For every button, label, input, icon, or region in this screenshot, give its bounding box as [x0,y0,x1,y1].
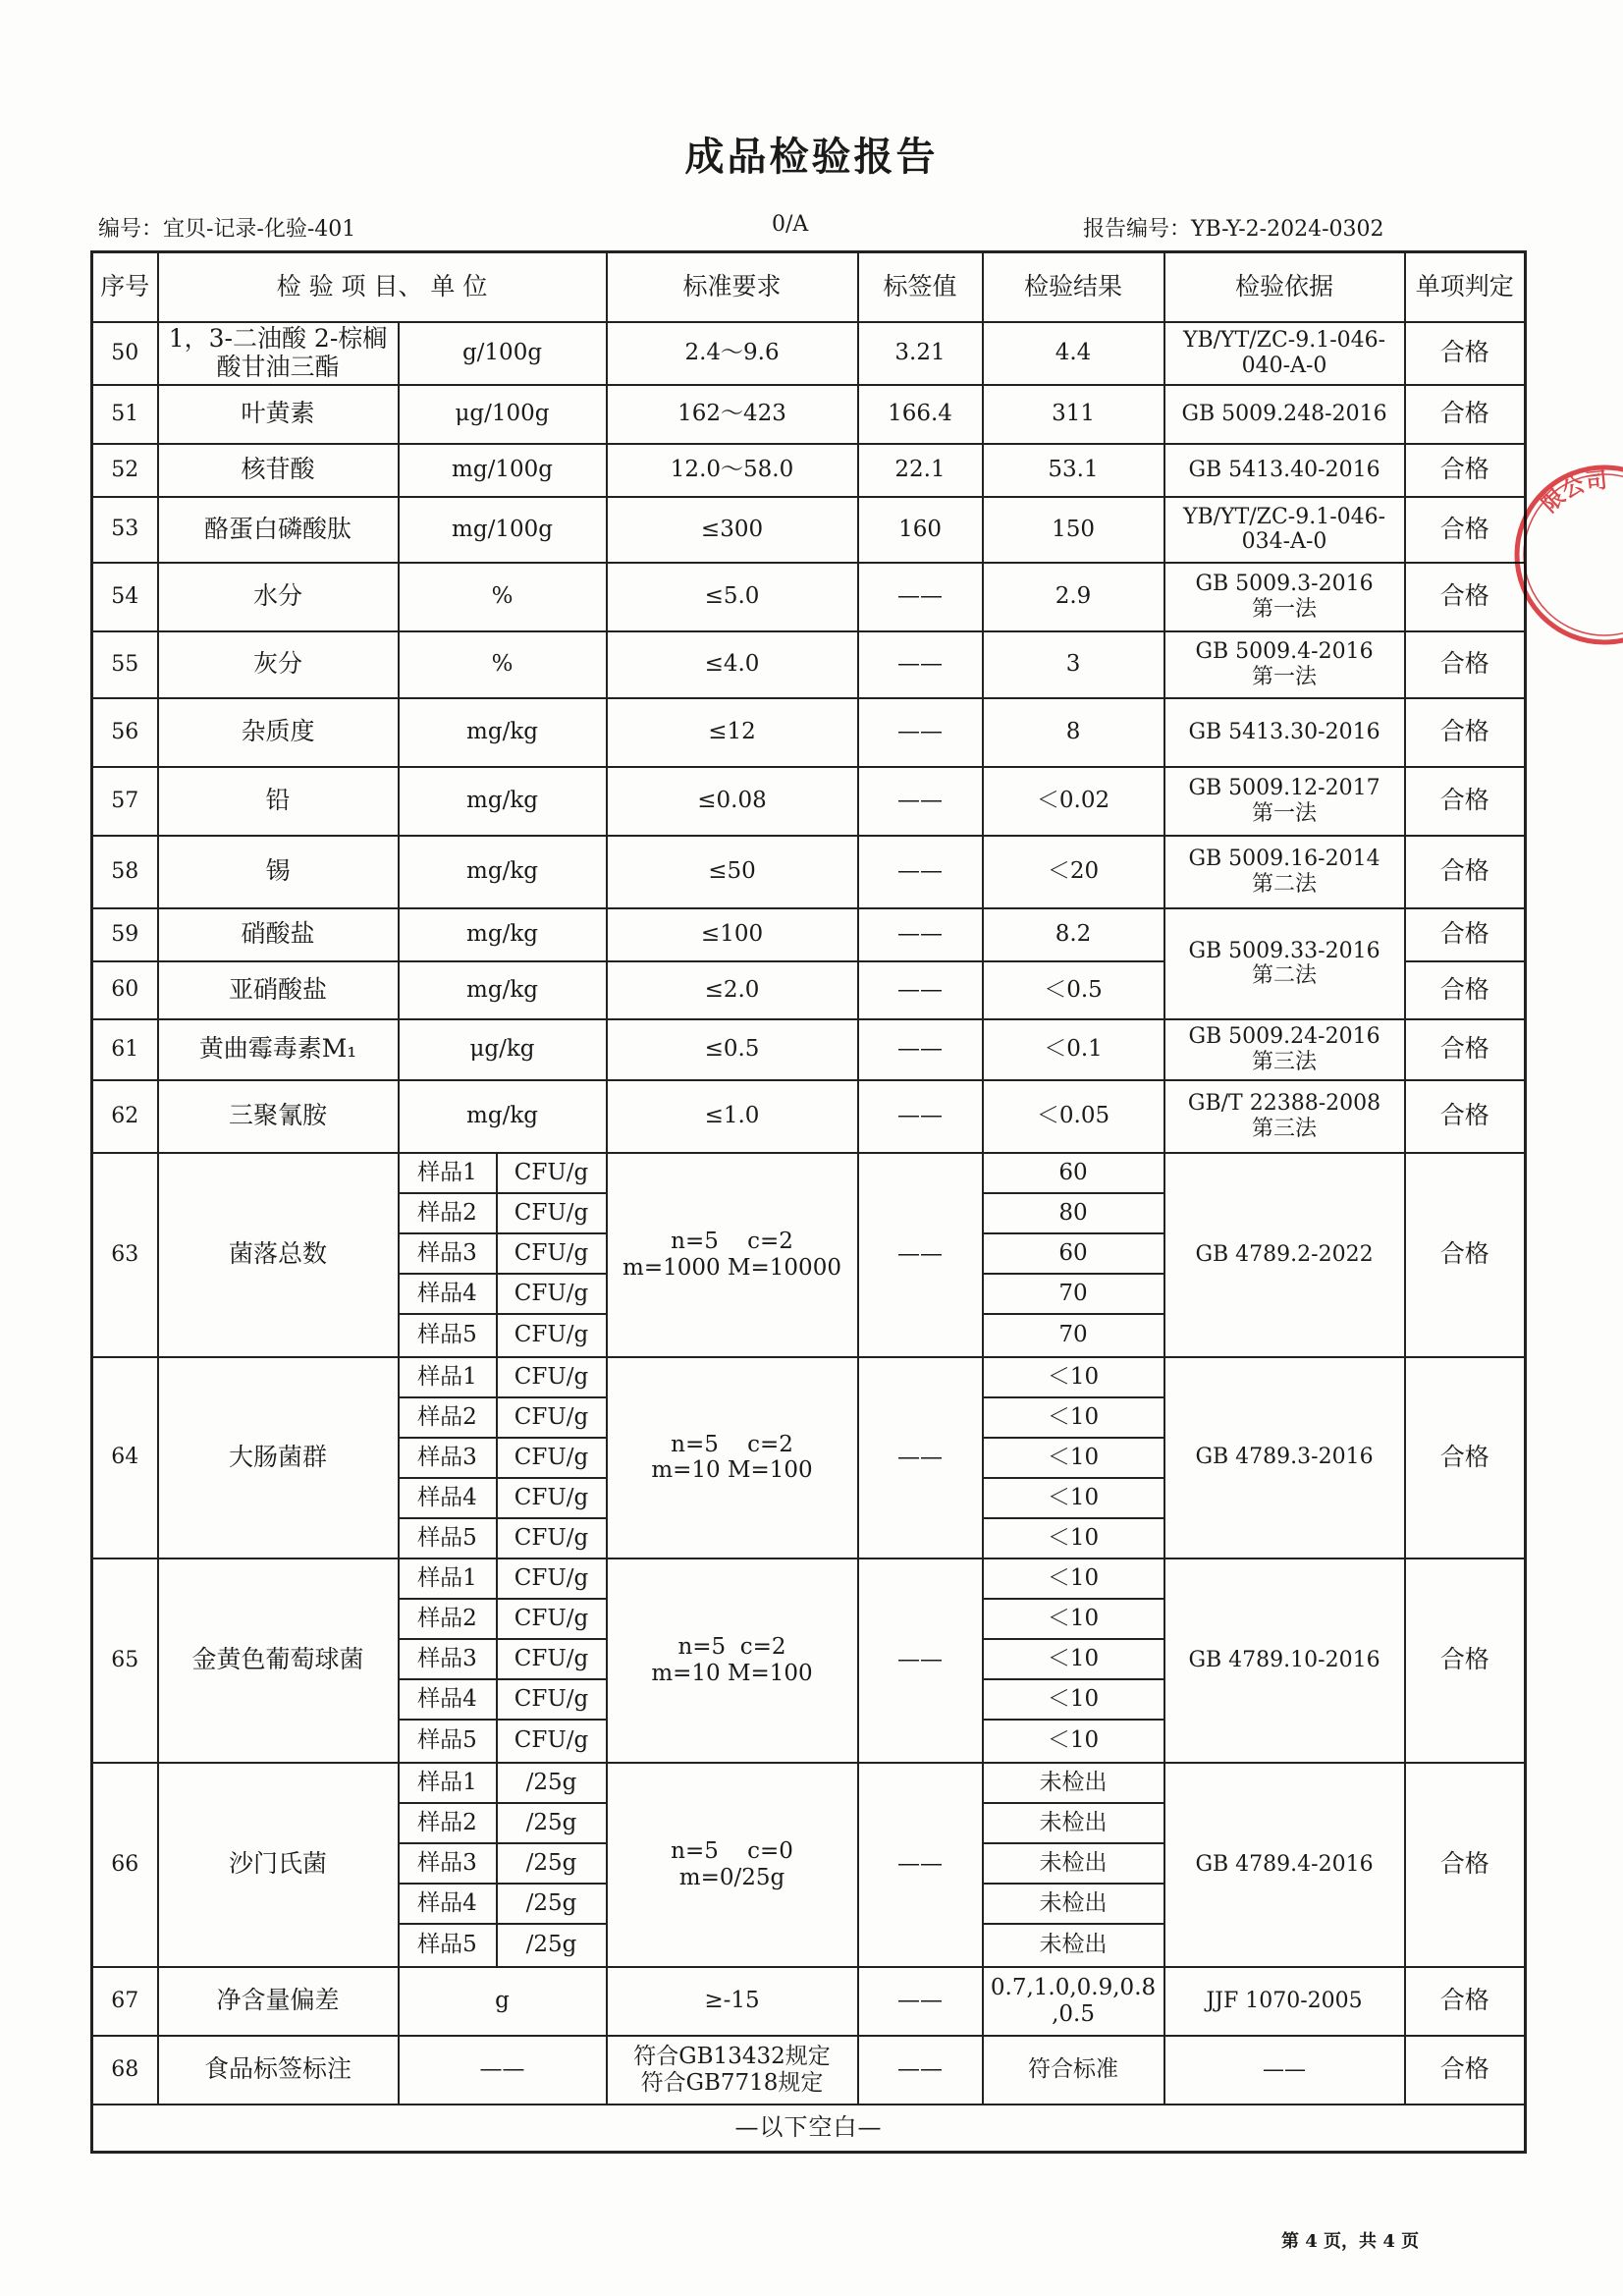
sample-label: 样品3 [399,1639,497,1679]
test-result: 2.9 [983,563,1164,631]
test-basis: GB 4789.3-2016 [1164,1357,1405,1558]
item-unit: mg/100g [399,444,607,497]
blank-note: —以下空白— [92,2105,1526,2153]
table-row [92,563,1526,631]
row-number: 59 [92,908,158,961]
item-name: 净含量偏差 [158,1967,399,2036]
item-name: 叶黄素 [158,385,399,444]
sample-unit: CFU/g [497,1397,607,1438]
item-name: 核苷酸 [158,444,399,497]
sample-unit: /25g [497,1924,607,1967]
sample-label: 样品3 [399,1843,497,1884]
item-name: 铅 [158,767,399,836]
judgement: 合格 [1405,961,1526,1019]
test-result: 3 [983,631,1164,698]
row-number: 53 [92,497,158,563]
judgement: 合格 [1405,563,1526,631]
standard-requirement: ≤2.0 [607,961,858,1019]
sample-unit: CFU/g [497,1679,607,1720]
table-header-row [92,252,1526,322]
test-basis: YB/YT/ZC-9.1-046-034-A-0 [1164,497,1405,563]
standard-requirement: ≤0.5 [607,1019,858,1080]
label-value: —— [858,961,983,1019]
row-number: 50 [92,322,158,385]
item-unit: μg/100g [399,385,607,444]
row-number: 60 [92,961,158,1019]
row-number: 64 [92,1357,158,1558]
row-number: 66 [92,1763,158,1967]
label-value: —— [858,2036,983,2105]
sample-unit: CFU/g [497,1438,607,1478]
test-result: 311 [983,385,1164,444]
table-row [92,1019,1526,1080]
row-number: 52 [92,444,158,497]
sample-result: ＜10 [983,1357,1164,1397]
item-unit: % [399,563,607,631]
test-result: 53.1 [983,444,1164,497]
judgement: 合格 [1405,1357,1526,1558]
judgement: 合格 [1405,1080,1526,1153]
sample-label: 样品2 [399,1803,497,1843]
sample-unit: CFU/g [497,1478,607,1518]
row-number: 67 [92,1967,158,2036]
item-unit: g/100g [399,322,607,385]
sample-result: ＜10 [983,1639,1164,1679]
judgement: 合格 [1405,444,1526,497]
seal-text: 限公司 [1538,468,1609,519]
inspection-table [90,250,1527,2154]
test-basis: —— [1164,2036,1405,2105]
sample-unit: CFU/g [497,1274,607,1314]
row-number: 61 [92,1019,158,1080]
row-number: 51 [92,385,158,444]
judgement: 合格 [1405,1558,1526,1763]
seal-inner-ring [1524,474,1623,635]
sample-label: 样品4 [399,1478,497,1518]
standard-requirement: 2.4～9.6 [607,322,858,385]
sample-unit: CFU/g [497,1314,607,1357]
seal-outer-ring [1517,467,1623,642]
standard-requirement: n=5 c=0 m=0/25g [607,1763,858,1967]
sample-label: 样品4 [399,1274,497,1314]
test-basis: GB 4789.2-2022 [1164,1153,1405,1357]
label-value: —— [858,1558,983,1763]
standard-requirement: 162～423 [607,385,858,444]
sample-label: 样品2 [399,1599,497,1639]
row-number: 68 [92,2036,158,2105]
page-number: 第 4 页，共 4 页 [1281,2231,1420,2252]
label-value: —— [858,1153,983,1357]
standard-requirement: ≥-15 [607,1967,858,2036]
sample-label: 样品5 [399,1518,497,1558]
sample-result: ＜10 [983,1438,1164,1478]
sample-result: 未检出 [983,1843,1164,1884]
sample-unit: CFU/g [497,1720,607,1763]
row-number: 55 [92,631,158,698]
table-row [92,497,1526,563]
sample-result: 60 [983,1233,1164,1274]
sample-result: 未检出 [983,1803,1164,1843]
label-value: —— [858,836,983,908]
sample-result: 60 [983,1153,1164,1193]
item-name: 1，3-二油酸 2-棕榈酸甘油三酯 [158,322,399,385]
standard-requirement: ≤1.0 [607,1080,858,1153]
table-row [92,767,1526,836]
judgement: 合格 [1405,2036,1526,2105]
sample-label: 样品2 [399,1193,497,1233]
judgement: 合格 [1405,1019,1526,1080]
test-result: ＜0.5 [983,961,1164,1019]
test-result: ＜0.1 [983,1019,1164,1080]
item-name: 食品标签标注 [158,2036,399,2105]
sample-result: 未检出 [983,1884,1164,1924]
standard-requirement: ≤12 [607,698,858,767]
header-basis: 检验依据 [1164,252,1405,322]
judgement: 合格 [1405,385,1526,444]
label-value: —— [858,1967,983,2036]
item-unit: mg/kg [399,961,607,1019]
table-row [92,1967,1526,2036]
table-row [92,698,1526,767]
item-name: 黄曲霉毒素M₁ [158,1019,399,1080]
standard-requirement: ≤100 [607,908,858,961]
label-value: —— [858,1763,983,1967]
standard-requirement: ≤5.0 [607,563,858,631]
sample-result: ＜10 [983,1720,1164,1763]
sample-result: 未检出 [983,1763,1164,1803]
item-name: 酪蛋白磷酸肽 [158,497,399,563]
report-title: 成品检验报告 [684,135,939,180]
table-row [92,385,1526,444]
judgement: 合格 [1405,1967,1526,2036]
header-label-value: 标签值 [858,252,983,322]
report-number: 报告编号：YB-Y-2-2024-0302 [1083,217,1384,242]
item-name: 亚硝酸盐 [158,961,399,1019]
judgement: 合格 [1405,908,1526,961]
sample-unit: CFU/g [497,1153,607,1193]
sample-label: 样品1 [399,1763,497,1803]
standard-requirement: ≤300 [607,497,858,563]
test-basis: GB/T 22388-2008 第三法 [1164,1080,1405,1153]
row-number: 57 [92,767,158,836]
sample-unit: /25g [497,1843,607,1884]
test-result: 0.7,1.0,0.9,0.8,0.5 [983,1967,1164,2036]
label-value: —— [858,908,983,961]
item-unit: mg/100g [399,497,607,563]
judgement: 合格 [1405,698,1526,767]
test-basis: GB 5009.12-2017 第一法 [1164,767,1405,836]
standard-requirement: 符合GB13432规定 符合GB7718规定 [607,2036,858,2105]
item-name: 金黄色葡萄球菌 [158,1558,399,1763]
test-basis: GB 4789.10-2016 [1164,1558,1405,1763]
table-row [92,2036,1526,2105]
table-row [92,1153,1526,1193]
header-judgement: 单项判定 [1405,252,1526,322]
item-name: 大肠菌群 [158,1357,399,1558]
row-number: 58 [92,836,158,908]
test-result: 8 [983,698,1164,767]
sample-label: 样品3 [399,1438,497,1478]
item-unit: mg/kg [399,908,607,961]
label-value: —— [858,563,983,631]
row-number: 65 [92,1558,158,1763]
sample-label: 样品1 [399,1357,497,1397]
table-row [92,1357,1526,1397]
item-unit: g [399,1967,607,2036]
judgement: 合格 [1405,322,1526,385]
sample-result: ＜10 [983,1599,1164,1639]
item-name: 锡 [158,836,399,908]
table-row [92,836,1526,908]
sample-label: 样品5 [399,1924,497,1967]
sample-result: ＜10 [983,1518,1164,1558]
test-result: 符合标准 [983,2036,1164,2105]
header-standard: 标准要求 [607,252,858,322]
sample-result: 未检出 [983,1924,1164,1967]
sample-unit: /25g [497,1763,607,1803]
header-seq: 序号 [92,252,158,322]
table-row [92,631,1526,698]
standard-requirement: n=5 c=2 m=1000 M=10000 [607,1153,858,1357]
test-basis: GB 5009.16-2014 第二法 [1164,836,1405,908]
item-name: 灰分 [158,631,399,698]
sample-unit: CFU/g [497,1357,607,1397]
sample-result: ＜10 [983,1558,1164,1599]
row-number: 54 [92,563,158,631]
test-result: 150 [983,497,1164,563]
test-result: ＜0.02 [983,767,1164,836]
sample-result: 70 [983,1274,1164,1314]
judgement: 合格 [1405,836,1526,908]
test-basis: YB/YT/ZC-9.1-046-040-A-0 [1164,322,1405,385]
sample-result: ＜10 [983,1478,1164,1518]
item-name: 杂质度 [158,698,399,767]
item-unit: mg/kg [399,767,607,836]
table-row [92,1558,1526,1599]
judgement: 合格 [1405,497,1526,563]
standard-requirement: ≤4.0 [607,631,858,698]
test-basis: GB 5413.30-2016 [1164,698,1405,767]
item-name: 硝酸盐 [158,908,399,961]
item-unit: mg/kg [399,698,607,767]
sample-unit: CFU/g [497,1639,607,1679]
test-basis: GB 5009.3-2016 第一法 [1164,563,1405,631]
test-result: ＜20 [983,836,1164,908]
sample-result: ＜10 [983,1397,1164,1438]
version-number: 0/A [772,212,809,237]
sample-label: 样品1 [399,1153,497,1193]
item-unit: μg/kg [399,1019,607,1080]
blank-row [92,2105,1526,2153]
label-value: 22.1 [858,444,983,497]
sample-result: 80 [983,1193,1164,1233]
sample-unit: CFU/g [497,1193,607,1233]
item-unit: mg/kg [399,836,607,908]
table-row [92,322,1526,385]
test-basis: GB 4789.4-2016 [1164,1763,1405,1967]
sample-label: 样品5 [399,1314,497,1357]
row-number: 63 [92,1153,158,1357]
header-result: 检验结果 [983,252,1164,322]
sample-unit: /25g [497,1884,607,1924]
sample-result: ＜10 [983,1679,1164,1720]
item-name: 水分 [158,563,399,631]
standard-requirement: n=5 c=2 m=10 M=100 [607,1558,858,1763]
judgement: 合格 [1405,631,1526,698]
standard-requirement: ≤50 [607,836,858,908]
label-value: —— [858,1080,983,1153]
table-row [92,1080,1526,1153]
sample-result: 70 [983,1314,1164,1357]
test-basis: GB 5009.248-2016 [1164,385,1405,444]
table-row [92,444,1526,497]
label-value: —— [858,1019,983,1080]
header-item-unit: 检 验 项 目、 单 位 [158,252,607,322]
item-unit: mg/kg [399,1080,607,1153]
test-basis: GB 5009.4-2016 第一法 [1164,631,1405,698]
test-result: 8.2 [983,908,1164,961]
sample-unit: CFU/g [497,1599,607,1639]
label-value: —— [858,698,983,767]
label-value: —— [858,767,983,836]
sample-unit: CFU/g [497,1518,607,1558]
table-row [92,1763,1526,1803]
sample-label: 样品1 [399,1558,497,1599]
standard-requirement: n=5 c=2 m=10 M=100 [607,1357,858,1558]
test-result: 4.4 [983,322,1164,385]
record-number: 编号：宜贝-记录-化验-401 [98,217,356,242]
item-unit: —— [399,2036,607,2105]
table-row [92,908,1526,961]
item-name: 三聚氰胺 [158,1080,399,1153]
label-value: —— [858,631,983,698]
sample-label: 样品4 [399,1679,497,1720]
standard-requirement: ≤0.08 [607,767,858,836]
label-value: —— [858,1357,983,1558]
judgement: 合格 [1405,767,1526,836]
sample-unit: /25g [497,1803,607,1843]
item-name: 菌落总数 [158,1153,399,1357]
sample-label: 样品3 [399,1233,497,1274]
label-value: 3.21 [858,322,983,385]
item-name: 沙门氏菌 [158,1763,399,1967]
sample-label: 样品4 [399,1884,497,1924]
test-basis: GB 5413.40-2016 [1164,444,1405,497]
item-unit: % [399,631,607,698]
row-number: 56 [92,698,158,767]
test-result: ＜0.05 [983,1080,1164,1153]
sample-label: 样品5 [399,1720,497,1763]
row-number: 62 [92,1080,158,1153]
sample-unit: CFU/g [497,1558,607,1599]
test-basis: GB 5009.24-2016 第三法 [1164,1019,1405,1080]
standard-requirement: 12.0～58.0 [607,444,858,497]
test-basis: GB 5009.33-2016 第二法 [1164,908,1405,1019]
sample-label: 样品2 [399,1397,497,1438]
table-body [92,322,1526,2153]
label-value: 166.4 [858,385,983,444]
judgement: 合格 [1405,1763,1526,1967]
sample-unit: CFU/g [497,1233,607,1274]
svg-text:限公司 [1538,468,1608,518]
label-value: 160 [858,497,983,563]
test-basis: JJF 1070-2005 [1164,1967,1405,2036]
judgement: 合格 [1405,1153,1526,1357]
